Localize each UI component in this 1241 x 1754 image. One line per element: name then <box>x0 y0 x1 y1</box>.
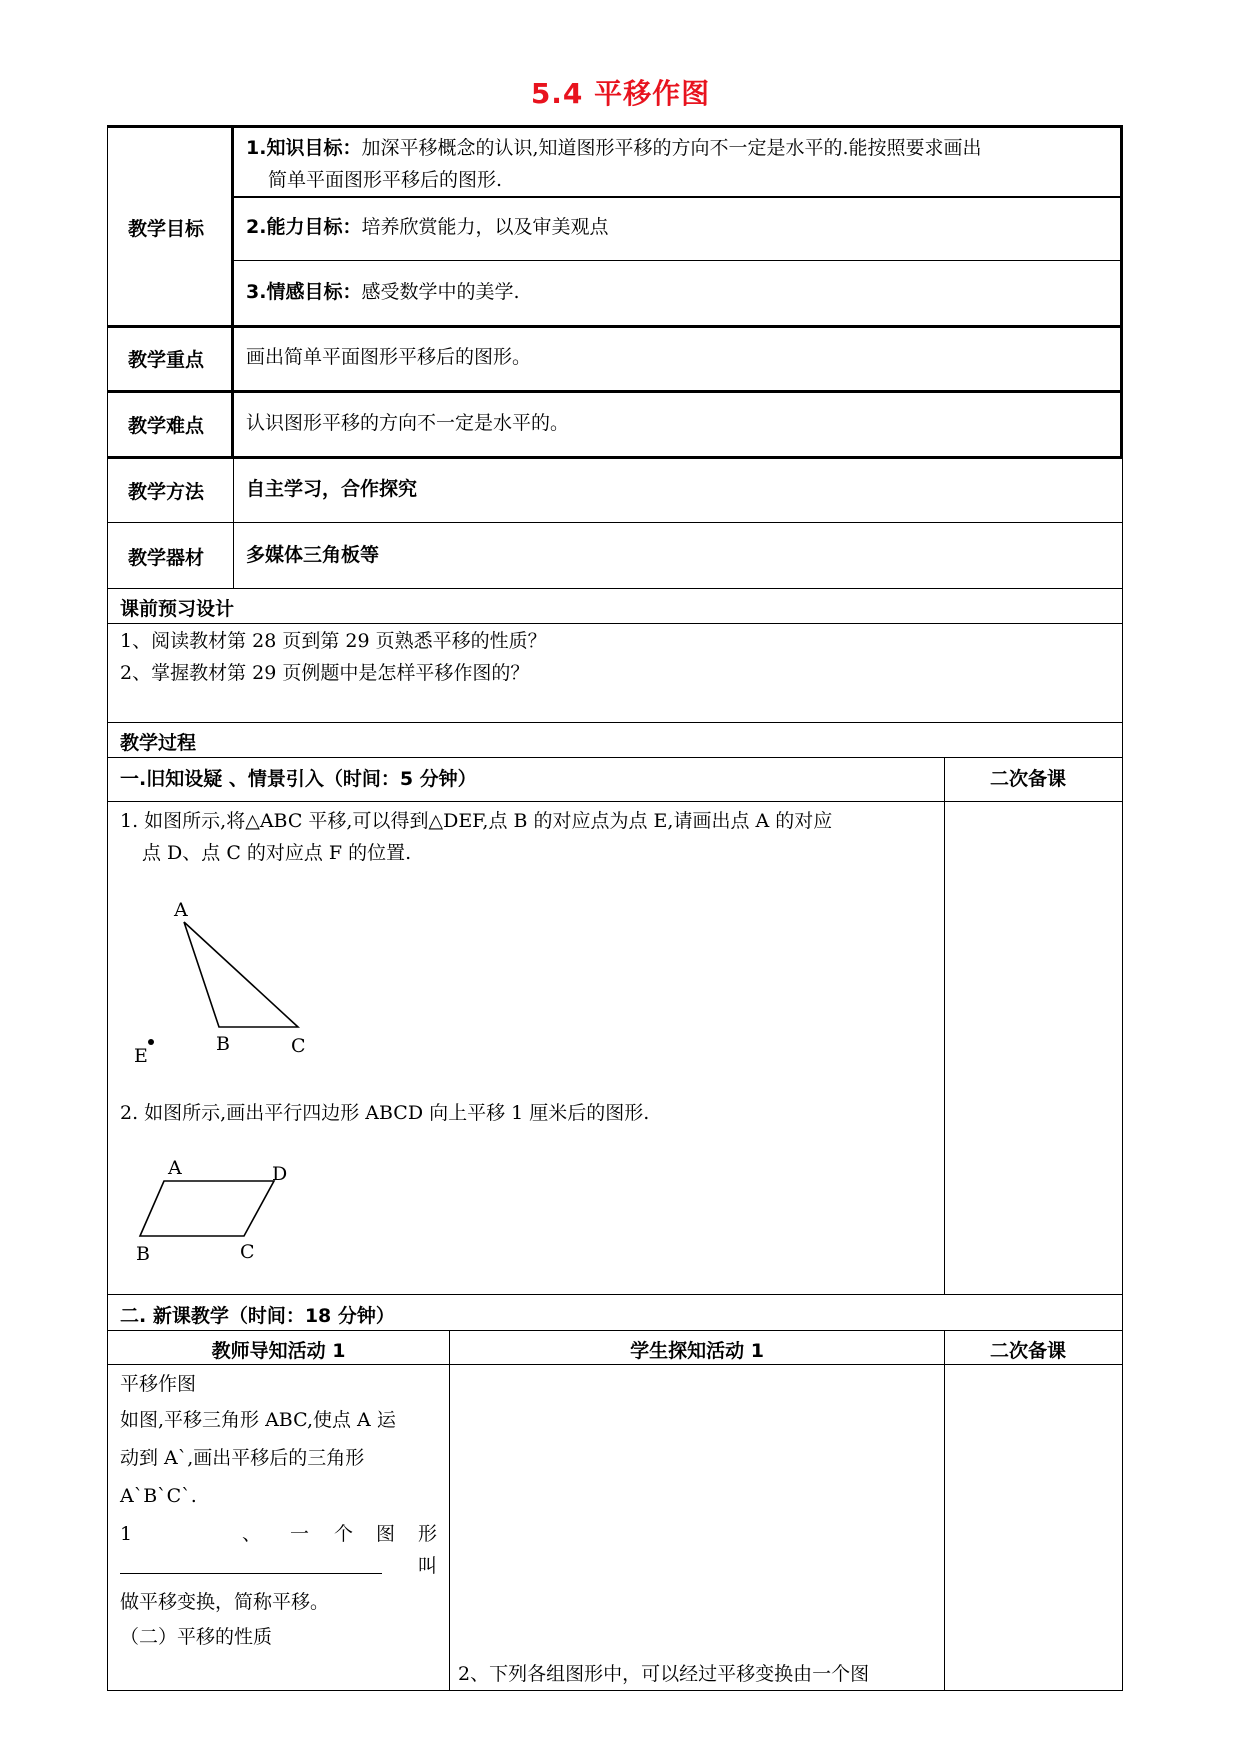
teacher-line-4: A`B`C`. <box>120 1485 197 1507</box>
student-activity-text: 2、下列各组图形中，可以经过平移变换由一个图 <box>458 1663 870 1685</box>
objective-ability <box>246 210 608 244</box>
definition-end: 叫 <box>418 1555 438 1577</box>
definition-char-2: 一 <box>290 1523 310 1545</box>
teacher-line-2: 如图,平移三角形 ABC,使点 A 运 <box>120 1409 396 1431</box>
preview-question-1: 1、阅读教材第 28 页到第 29 页熟悉平移的性质？ <box>120 630 547 652</box>
objective-knowledge-head: 1.知识目标： <box>246 137 362 159</box>
objective-knowledge-line1: 加深平移概念的认识,知道图形平移的方向不一定是水平的.能按照要求画出 <box>361 137 982 159</box>
key-point-text: 画出简单平面图形平移后的图形。 <box>246 346 532 368</box>
definition-char-1: 、 <box>242 1523 262 1545</box>
triangle-label-b: B <box>216 1033 230 1055</box>
triangle-label-c: C <box>291 1035 306 1057</box>
objective-knowledge <box>246 131 982 165</box>
materials-label: 教学器材 <box>128 547 205 569</box>
method-text: 自主学习，合作探究 <box>246 478 418 500</box>
triangle-abc-figure <box>120 890 320 1070</box>
definition-number: 1 <box>120 1523 133 1545</box>
triangle-label-e: E <box>134 1045 148 1067</box>
section1-question-1-line2: 点 D、点 C 的对应点 F 的位置. <box>142 842 412 864</box>
definition-char-5: 形 <box>418 1523 438 1545</box>
section2-col-teacher-text: 教师导知活动 1 <box>211 1340 346 1362</box>
page-title: 5.4 平移作图 <box>530 77 711 110</box>
teacher-line-1: 平移作图 <box>120 1373 197 1395</box>
difficulty-text: 认识图形平移的方向不一定是水平的。 <box>246 412 570 434</box>
objective-emotion-text: 感受数学中的美学. <box>361 281 520 303</box>
section2-col-student <box>450 1336 944 1363</box>
section2-col-side: 二次备课 <box>990 1340 1067 1362</box>
definition-line-3: 做平移变换，简称平移。 <box>120 1591 330 1613</box>
objective-ability-head: 2.能力目标： <box>246 216 362 238</box>
section2-title: 二. 新课教学（时间：18 分钟） <box>120 1305 395 1327</box>
parallelogram-abcd-figure <box>120 1150 300 1270</box>
triangle-label-a: A <box>174 899 188 921</box>
difficulty-label: 教学难点 <box>128 415 205 437</box>
preview-header: 课前预习设计 <box>120 598 235 620</box>
parallelogram-label-a: A <box>168 1157 182 1179</box>
objective-emotion <box>246 275 520 309</box>
definition-char-4: 图 <box>376 1523 396 1545</box>
parallelogram-label-c: C <box>240 1241 255 1263</box>
teacher-line-3: 动到 A`,画出平移后的三角形 <box>120 1447 365 1469</box>
definition-char-3: 个 <box>334 1523 354 1545</box>
process-header: 教学过程 <box>120 732 197 754</box>
objective-knowledge-line2: 简单平面图形平移后的图形. <box>268 169 503 191</box>
section1-side-header: 二次备课 <box>990 768 1067 790</box>
preview-question-2: 2、掌握教材第 29 页例题中是怎样平移作图的？ <box>120 662 530 684</box>
point-e-dot <box>148 1039 154 1045</box>
section1-question-2: 2. 如图所示,画出平行四边形 ABCD 向上平移 1 厘米后的图形. <box>120 1102 650 1124</box>
key-point-label: 教学重点 <box>128 349 205 371</box>
section2-col-student-text: 学生探知活动 1 <box>630 1340 764 1362</box>
section2-col-teacher <box>108 1336 449 1363</box>
section1-question-1-line1: 1. 如图所示,将△ABC 平移,可以得到△DEF,点 B 的对应点为点 E,请画出点 A 的对应 <box>120 810 833 832</box>
objectives-label: 教学目标 <box>128 218 205 240</box>
method-label: 教学方法 <box>128 481 205 503</box>
definition-blank-line <box>120 1573 382 1574</box>
materials-text: 多媒体三角板等 <box>246 544 380 566</box>
property-heading: （二）平移的性质 <box>120 1626 273 1648</box>
parallelogram-abcd-shape <box>140 1181 274 1236</box>
section1-title: 一.旧知设疑 、情景引入（时间：5 分钟） <box>120 768 477 790</box>
triangle-abc-shape <box>184 922 298 1027</box>
parallelogram-label-d: D <box>272 1163 288 1185</box>
objective-ability-text: 培养欣赏能力，以及审美观点 <box>361 216 609 238</box>
parallelogram-label-b: B <box>136 1243 150 1265</box>
objective-emotion-head: 3.情感目标： <box>246 281 362 303</box>
